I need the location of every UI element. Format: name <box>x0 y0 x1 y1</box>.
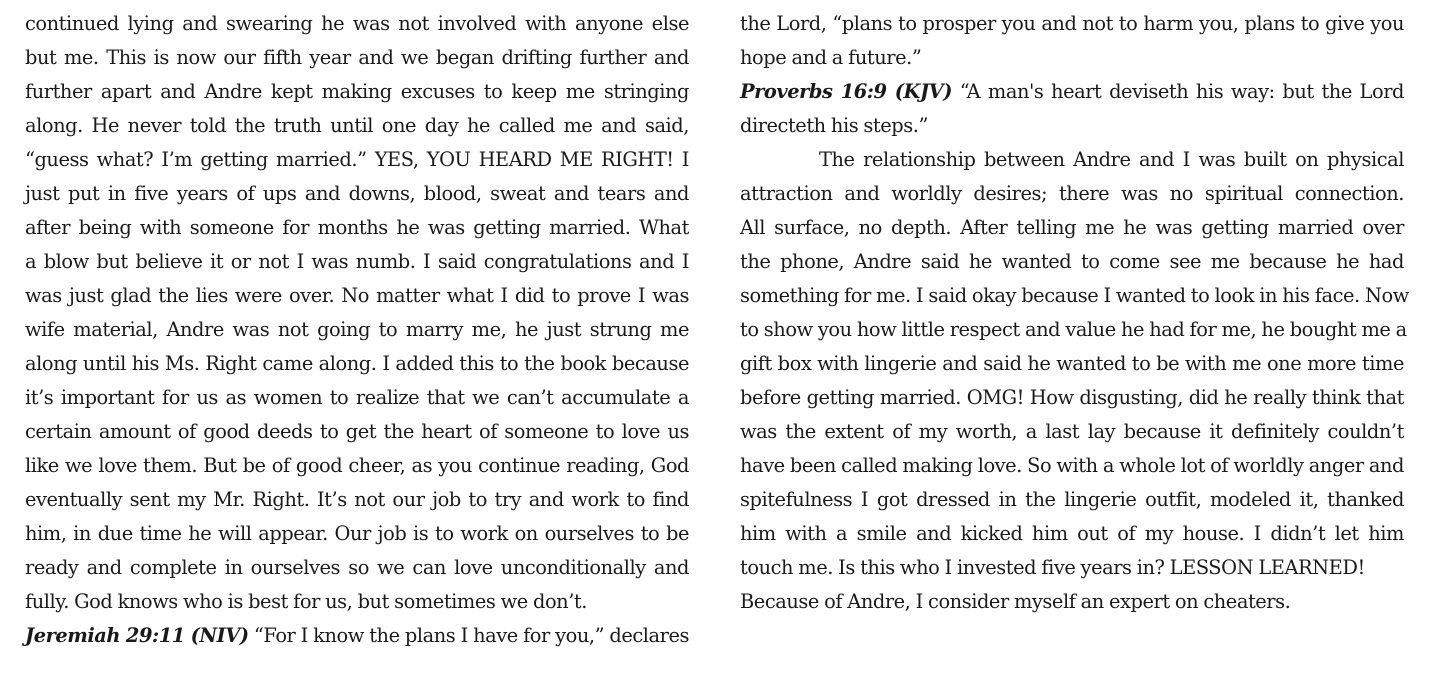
verse-line-proverbs <box>740 75 1404 109</box>
text-line: certain amount of good deeds to get the heart of someone to love us <box>25 420 689 443</box>
text-line: wife material, Andre was not going to marry me, he just strung me <box>25 318 689 341</box>
text-line: was just glad the lies were over. No matter what I did to prove I was <box>25 284 689 307</box>
text-line: to show you how little respect and value he had for me, he bought me a <box>740 318 1407 341</box>
verse-reference: Jeremiah 29:11 (NIV) <box>25 624 249 647</box>
text-line: was the extent of my worth, a last lay because it definitely couldn’t <box>740 420 1404 443</box>
text-line: a blow but believe it or not I was numb. I said congratulations and I <box>25 250 689 273</box>
verse-line-jeremiah <box>25 619 689 653</box>
left-column <box>25 7 689 653</box>
text-line: ready and complete in ourselves so we can love unconditionally and <box>25 556 689 579</box>
verse-continuation: directeth his steps.” <box>740 114 928 137</box>
text-line: “guess what? I’m getting married.” YES, YOU HEARD ME RIGHT! I <box>25 148 689 171</box>
text-line: fully. God knows who is best for us, but sometimes we don’t. <box>25 590 587 613</box>
text-line: like we love them. But be of good cheer, as you continue reading, God <box>25 454 689 477</box>
text-line: along. He never told the truth until one day he called me and said, <box>25 114 689 137</box>
text-line: after being with someone for months he was getting married. What <box>25 216 689 239</box>
text-line: have been called making love. So with a whole lot of worldly anger and <box>740 454 1404 477</box>
text-line: him, in due time he will appear. Our job is to work on ourselves to be <box>25 522 689 545</box>
verse-text: “A man's heart deviseth his way: but the Lord <box>959 80 1404 103</box>
text-line: hope and a future.” <box>740 46 922 69</box>
text-line: before getting married. OMG! How disgusting, did he really think that <box>740 386 1404 409</box>
text-line: attraction and worldly desires; there was no spiritual connection. <box>740 182 1404 205</box>
text-line: eventually sent my Mr. Right. It’s not our job to try and work to find <box>25 488 689 511</box>
text-line: touch me. Is this who I invested five years in? LESSON LEARNED! <box>740 556 1365 579</box>
verse-text: “For I know the plans I have for you,” declares <box>253 624 689 647</box>
text-line: it’s important for us as women to realize that we can’t accumulate a <box>25 386 689 409</box>
verse-reference: Proverbs 16:9 (KJV) <box>740 80 952 103</box>
text-line: Because of Andre, I consider myself an expert on cheaters. <box>740 590 1291 613</box>
text-line: gift box with lingerie and said he wanted to be with me one more time <box>740 352 1404 375</box>
text-line: continued lying and swearing he was not involved with anyone else <box>25 12 689 35</box>
text-line: him with a smile and kicked him out of my house. I didn’t let him <box>740 522 1404 545</box>
text-line: the phone, Andre said he wanted to come see me because he had <box>740 250 1404 273</box>
text-line: but me. This is now our fifth year and we began drifting further and <box>25 46 689 69</box>
text-line: the Lord, “plans to prosper you and not to harm you, plans to give you <box>740 12 1404 35</box>
paragraph-first-line: The relationship between Andre and I was built on physical <box>819 148 1404 171</box>
text-line: along until his Ms. Right came along. I added this to the book because <box>25 352 689 375</box>
text-line: further apart and Andre kept making excuses to keep me stringing <box>25 80 689 103</box>
text-line: spitefulness I got dressed in the lingerie outfit, modeled it, thanked <box>740 488 1404 511</box>
text-line: All surface, no depth. After telling me he was getting married over <box>740 216 1404 239</box>
text-line: something for me. I said okay because I wanted to look in his face. Now <box>740 284 1409 307</box>
right-column <box>740 7 1409 619</box>
text-line: just put in five years of ups and downs, blood, sweat and tears and <box>25 182 689 205</box>
